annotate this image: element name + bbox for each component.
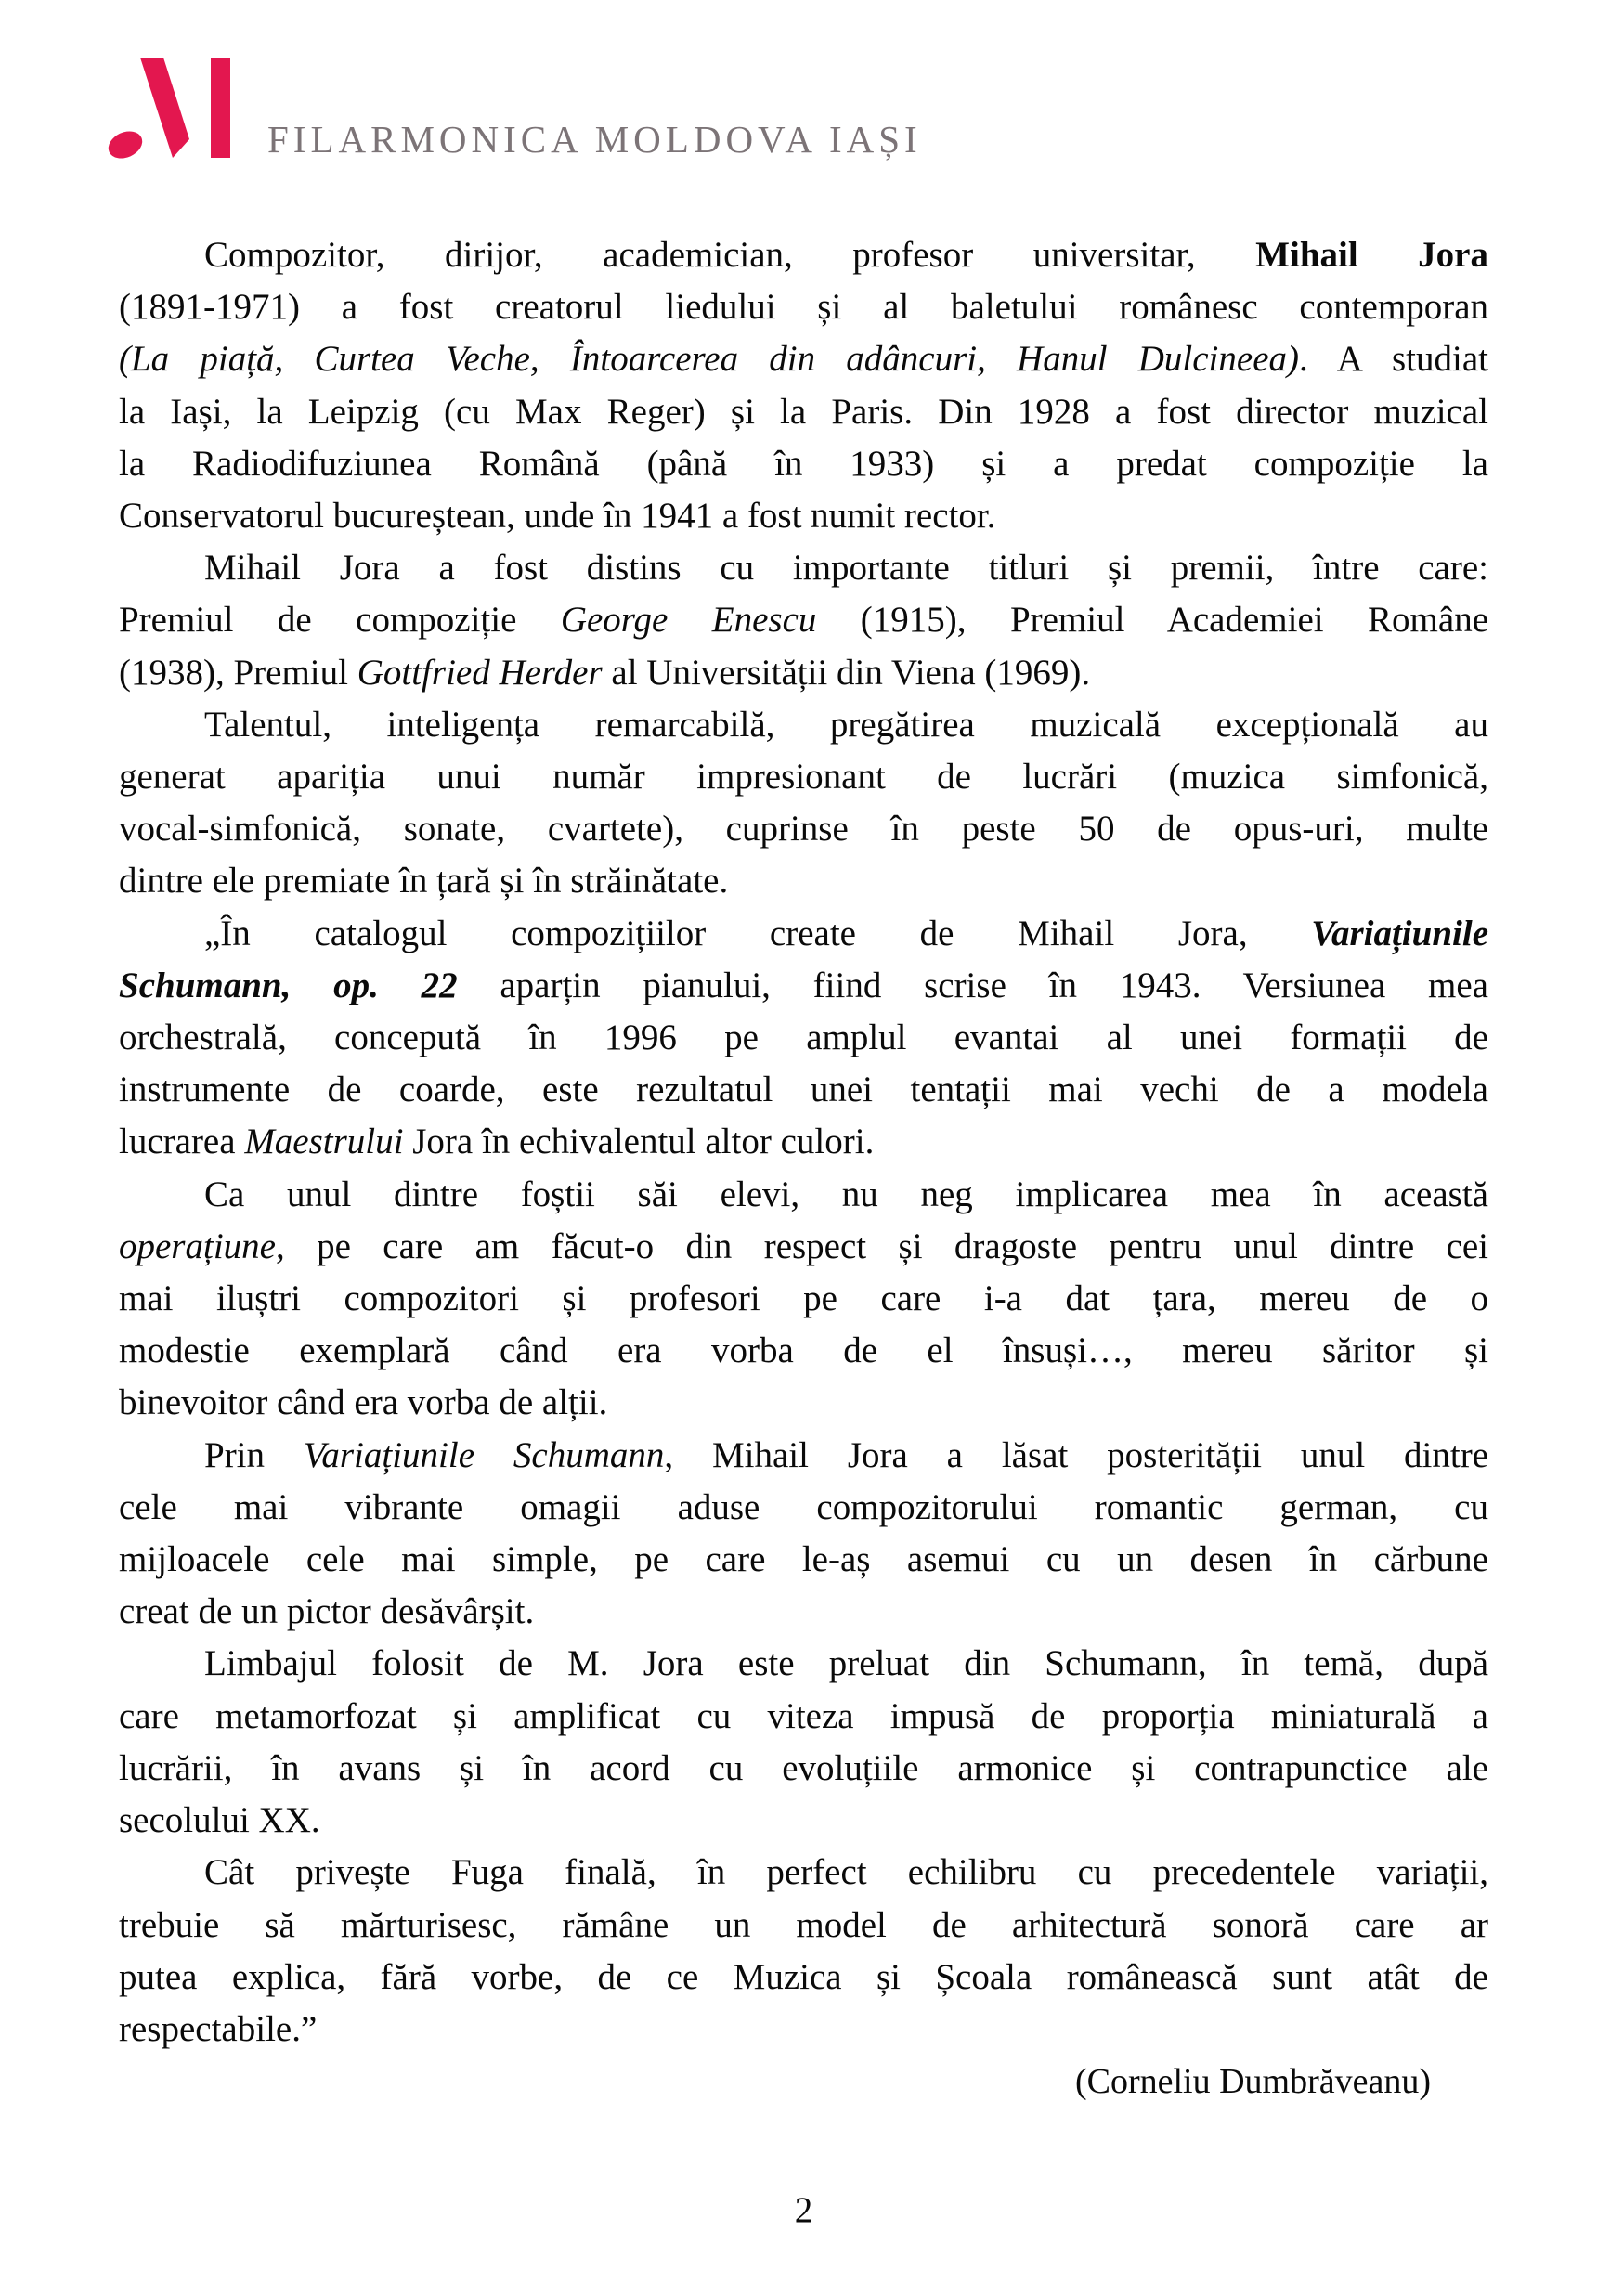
text-run: Conservatorul bucureștean, unde în 1941 a fost numit rector. — [119, 496, 996, 537]
text-run: dintre ele premiate în țară și în străinătate. — [119, 861, 729, 902]
text-run: mijloacele cele mai simple, pe care le-aș asemui cu un desen în cărbune — [119, 1539, 1488, 1580]
text-run: (1915), Premiul Academiei Române — [816, 600, 1489, 641]
text-line — [119, 1952, 1488, 2004]
text-line — [119, 1064, 1488, 1116]
text-run: Cât privește Fuga finală, în perfect echilibru cu precedentele variații, — [204, 1852, 1488, 1893]
text-run: putea explica, fără vorbe, de ce Muzica și Școala românească sunt atât de — [119, 1956, 1488, 1997]
text-run: generat apariția unui număr impresionant de lucrări (muzica simfonică, — [119, 757, 1488, 798]
text-run: Prin — [204, 1434, 304, 1475]
logo-vertical-stem — [211, 58, 230, 158]
text-line — [119, 1430, 1488, 1482]
text-line — [119, 1169, 1488, 1221]
text-line — [119, 855, 1488, 907]
text-line — [119, 1377, 1488, 1429]
text-run: creat de un pictor desăvârșit. — [119, 1591, 535, 1632]
text-line — [119, 1638, 1488, 1690]
text-line — [119, 594, 1488, 646]
text-run: Maestrului — [244, 1122, 404, 1162]
text-run: George Enescu — [560, 600, 817, 641]
text-line — [119, 1847, 1488, 1899]
text-line — [119, 647, 1488, 699]
text-run: binevoitor când era vorba de alții. — [119, 1382, 608, 1423]
text-line — [119, 229, 1488, 281]
text-run: modestie exemplară când era vorba de el însuși…, mereu săritor și — [119, 1330, 1488, 1371]
text-run: Gottfried Herder — [357, 652, 603, 693]
text-run: cele mai vibrante omagii aduse compozitorului romantic german, cu — [119, 1486, 1488, 1527]
text-line — [119, 1900, 1488, 1952]
text-run: Schumann, op. 22 — [119, 965, 458, 1005]
text-run: (La piață, Curtea Veche, Întoarcerea din adâncuri, Hanul Dulcineea) — [119, 339, 1300, 380]
text-line — [119, 1325, 1488, 1377]
text-run: , pe care am făcut-o din respect și dragoste pentru unul dintre cei — [275, 1226, 1488, 1266]
text-line — [119, 1482, 1488, 1534]
text-run: al Universității din Viena (1969). — [602, 652, 1091, 693]
text-run: secolului XX. — [119, 1800, 320, 1841]
text-run: lucrării, în avans și în acord cu evoluțiile armonice și contrapunctice ale — [119, 1747, 1488, 1788]
text-run: . A studiat — [1299, 339, 1488, 380]
text-run: care metamorfozat și amplificat cu viteza impusă de proporția miniaturală a — [119, 1695, 1488, 1736]
text-run: vocal-simfonică, sonate, cvartete), cuprinse în peste 50 de opus-uri, multe — [119, 809, 1488, 850]
text-line — [119, 490, 1488, 542]
logo-diagonal-stroke — [140, 58, 189, 158]
text-run: la Radiodifuziunea Română (până în 1933) și a predat compoziție la — [119, 443, 1488, 484]
page-number: 2 — [794, 2190, 813, 2230]
text-run: instrumente de coarde, este rezultatul unei tentații mai vechi de a modela — [119, 1070, 1488, 1110]
text-run: trebuie să mărturisesc, rămâne un model de arhitectură sonoră care ar — [119, 1904, 1488, 1945]
text-run: Jora în echivalentul altor culori. — [403, 1122, 875, 1162]
logo-m-glyph — [104, 58, 230, 163]
text-line — [119, 1221, 1488, 1273]
text-line — [119, 1012, 1488, 1064]
text-run: Variațiunile — [1311, 913, 1488, 953]
brand-title: FILARMONICA MOLDOVA IAȘI — [267, 118, 922, 161]
text-run: orchestrală, concepută în 1996 pe amplul evantai al unei formații de — [119, 1018, 1488, 1058]
text-line — [119, 281, 1488, 333]
text-line — [119, 1534, 1488, 1586]
text-line — [119, 2004, 1488, 2056]
text-line — [119, 1743, 1488, 1795]
text-run: (1891-1971) a fost creatorul liedului și al baletului românesc contemporan — [119, 287, 1488, 328]
program-note-text — [119, 229, 1488, 2108]
text-run: (1938), Premiul — [119, 652, 357, 693]
text-run: Variațiunile Schumann — [303, 1434, 665, 1475]
text-line — [119, 386, 1488, 438]
logo-note-head — [104, 126, 147, 163]
text-run: Mihail Jora — [1255, 235, 1488, 275]
text-run: , Mihail Jora a lăsat posterității unul dintre — [664, 1434, 1488, 1475]
text-line — [119, 751, 1488, 803]
text-line — [119, 908, 1488, 960]
text-run: „În catalogul compozițiilor create de Mihail Jora, — [204, 913, 1312, 953]
text-line — [119, 1116, 1488, 1168]
text-line — [119, 1691, 1488, 1743]
text-line — [119, 699, 1488, 751]
text-run: lucrarea — [119, 1122, 245, 1162]
text-line — [119, 333, 1488, 385]
text-line — [119, 438, 1488, 490]
text-run: Mihail Jora a fost distins cu importante titluri și premii, între care: — [204, 548, 1488, 589]
text-run: Talentul, inteligența remarcabilă, pregătirea muzicală excepțională au — [204, 704, 1488, 745]
text-line — [119, 542, 1488, 594]
text-run: mai iluștri compozitori și profesori pe care i-a dat țara, mereu de o — [119, 1278, 1488, 1319]
text-run: Premiul de compoziție — [119, 600, 561, 641]
text-run: operațiune — [119, 1226, 276, 1266]
text-line — [119, 1273, 1488, 1325]
text-line — [119, 803, 1488, 855]
text-line — [119, 960, 1488, 1012]
attribution: (Corneliu Dumbrăveanu) — [1074, 2062, 1431, 2102]
filarmonica-logo-icon — [97, 48, 237, 163]
text-run: aparțin pianului, fiind scrise în 1943. Versiunea mea — [457, 965, 1488, 1005]
text-run: respectabile.” — [119, 2008, 318, 2049]
text-run: la Iași, la Leipzig (cu Max Reger) și la Paris. Din 1928 a fost director muzical — [119, 391, 1488, 432]
text-line — [119, 1586, 1488, 1638]
text-run: Compozitor, dirijor, academician, profesor universitar, — [204, 235, 1256, 275]
text-run: Ca unul dintre foștii săi elevi, nu neg implicarea mea în această — [204, 1174, 1488, 1214]
text-line — [119, 1795, 1488, 1847]
text-run: Limbajul folosit de M. Jora este preluat din Schumann, în temă, după — [204, 1643, 1488, 1684]
